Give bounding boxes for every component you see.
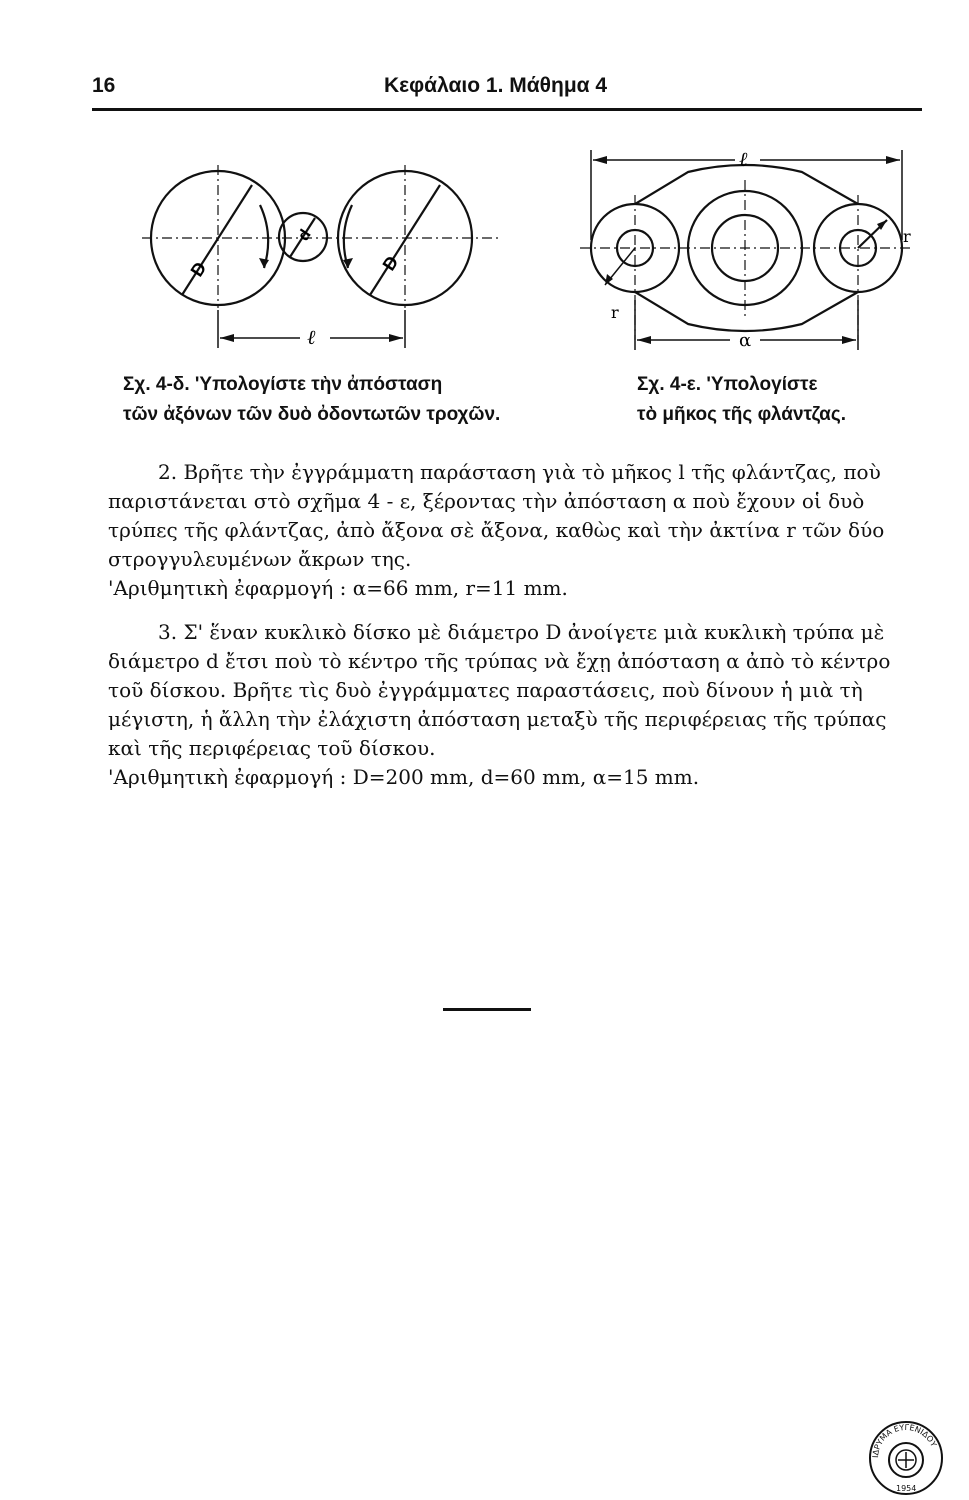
figure-flange [575, 140, 920, 365]
exercise-3-application: 'Αριθμητικὴ ἐφαρμογή : D=200 mm, d=60 mm, α=15 mm. [108, 765, 700, 789]
exercise-3-text: 3. Σ' ἕναν κυκλικὸ δίσκο μὲ διάμετρο D ἀνοίγετε μιὰ κυκλικὴ τρύπα μὲ διάμετρο d ἔτσι ποὺ τὸ κέντρο τῆς τρύπας νὰ ἔχῃ ἀπόσταση α ἀπὸ τὸ κέντρο τοῦ δίσκου. Βρῆτε τὶς δυὸ ἐγγράμματες παραστάσεις, ποὺ δίνουν ἡ μιὰ τὴ μέγιστη, ἡ ἄλλη τὴν ἐλάχιστη ἀπόσταση μεταξὺ τῆς περιφέρειας τῆς τρύπας καὶ τῆς περιφέρειας τοῦ δίσκου. [108, 620, 891, 760]
label-D-left: D [186, 258, 211, 281]
exercise-2-application: 'Αριθμητικὴ ἐφαρμογή : α=66 mm, r=11 mm. [108, 576, 568, 600]
end-rule [443, 1008, 531, 1011]
exercise-3 [108, 618, 923, 792]
label-d: d [295, 226, 315, 245]
seal-year: 1954 [896, 1484, 917, 1493]
chapter-title: Κεφάλαιο 1. Μάθημα 4 [384, 74, 608, 97]
figure-gears [140, 150, 520, 365]
label-r-left: r [611, 303, 619, 322]
caption-left-line1: Σχ. 4-δ. 'Υπολογίστε τὴν ἀπόσταση [123, 374, 443, 395]
label-r-right: r [903, 227, 911, 246]
exercise-2-text: 2. Βρῆτε τὴν ἐγγράμματη παράσταση γιὰ τὸ μῆκος l τῆς φλάντζας, ποὺ παριστάνεται στὸ σχῆμα 4 - ε, ξέροντας τὴν ἀπόσταση α ποὺ ἔχουν οἱ δυὸ τρύπες τῆς φλάντζας, ἀπὸ ἄξονα σὲ ἄξονα, καθὼς καὶ τὴν ἀκτίνα r τῶν δύο στρογγυλευμένων ἄκρων της. [108, 460, 885, 571]
label-D-right: D [378, 252, 403, 275]
page-header [92, 74, 922, 110]
caption-right-line2: τὸ μῆκος τῆς φλάντζας. [637, 404, 846, 425]
flange-outline-bottom [635, 292, 858, 331]
page-number: 16 [92, 74, 116, 97]
label-a: α [739, 330, 752, 351]
caption-left-line2: τῶν ἀξόνων τῶν δυὸ ὀδοντωτῶν τροχῶν. [123, 404, 501, 425]
label-l-right: ℓ [739, 147, 748, 171]
caption-right [637, 370, 846, 430]
exercise-2 [108, 458, 923, 603]
seal-text: ΙΔΡΥΜΑ ΕΥΓΕΝΙΔΟΥ [870, 1422, 939, 1459]
caption-right-line1: Σχ. 4-ε. 'Υπολογίστε [637, 374, 818, 395]
caption-left [123, 370, 500, 430]
header-rule [92, 108, 922, 111]
label-l-left: ℓ [307, 325, 316, 349]
foundation-seal [866, 1418, 946, 1498]
